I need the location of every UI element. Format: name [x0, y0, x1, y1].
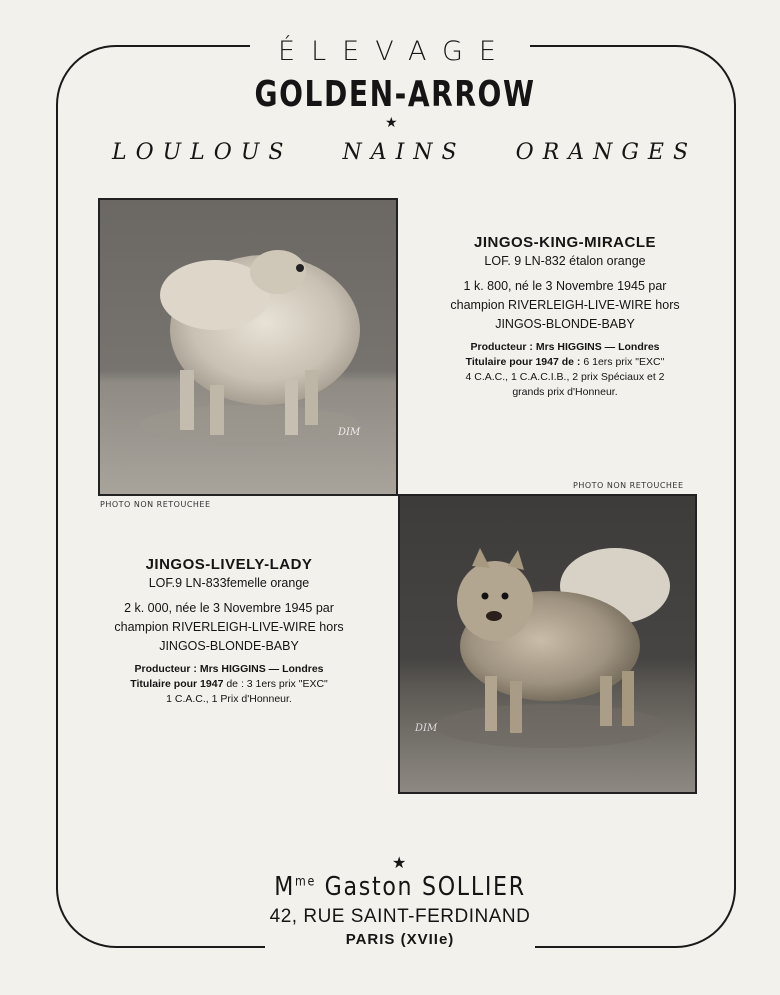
dog2-description	[88, 556, 370, 707]
star-icon: ★	[392, 853, 407, 872]
breed-title: LOULOUS NAINS ORANGES	[112, 140, 698, 165]
dog1-description	[420, 234, 710, 400]
dog2-detail: 2 k. 000, née le 3 Novembre 1945 par	[124, 601, 334, 615]
dog1-title-label: Titulaire pour 1947 de :	[465, 356, 581, 368]
owner-fullname: Gaston SOLLIER	[324, 872, 526, 902]
dog1-photo-note: PHOTO NON RETOUCHEE	[100, 500, 211, 509]
dog1-award: 4 C.A.C., 1 C.A.C.I.B., 2 prix Spéciaux et 2	[465, 371, 665, 383]
dog1-photo	[98, 198, 398, 496]
owner-title: M	[274, 872, 295, 902]
dog2-photo-note: PHOTO NON RETOUCHEE	[573, 481, 684, 490]
dog2-producer: Producteur : Mrs HIGGINS — Londres	[134, 663, 324, 675]
dog1-illustration	[100, 200, 398, 496]
dog2-registration: LOF.9 LN-833femelle orange	[148, 576, 310, 590]
dog1-detail: 1 k. 800, né le 3 Novembre 1945 par	[463, 279, 667, 293]
dog1-producer: Producteur : Mrs HIGGINS — Londres	[470, 341, 660, 353]
dog2-detail: champion RIVERLEIGH-LIVE-WIRE hors	[114, 620, 344, 634]
dog2-award: 1 C.A.C., 1 Prix d'Honneur.	[166, 693, 292, 705]
owner-street: 42, RUE SAINT-FERDINAND	[269, 906, 531, 927]
dog2-photo-signature: DIM	[415, 723, 438, 734]
dog1-registration: LOF. 9 LN-832 étalon orange	[484, 254, 646, 268]
dog2-illustration	[400, 496, 697, 794]
dog1-award: grands prix d'Honneur.	[512, 386, 618, 398]
kennel-name: GOLDEN-ARROW	[254, 74, 536, 115]
dog1-award: 6 1ers prix "EXC"	[583, 356, 665, 368]
header-elevage: ÉLEVAGE	[278, 36, 512, 67]
star-icon: ★	[385, 115, 398, 131]
dog1-photo-signature: DIM	[338, 427, 361, 438]
dog2-name: JINGOS-LIVELY-LADY	[145, 556, 313, 573]
dog2-photo	[398, 494, 697, 794]
dog2-title-label: Titulaire pour 1947	[130, 678, 224, 690]
dog2-detail: JINGOS-BLONDE-BABY	[159, 639, 299, 653]
dog1-detail: champion RIVERLEIGH-LIVE-WIRE hors	[450, 298, 680, 312]
dog1-name: JINGOS-KING-MIRACLE	[474, 234, 656, 251]
owner-title-sup: me	[294, 874, 316, 890]
owner-city: PARIS (XVIIe)	[345, 931, 455, 948]
dog1-detail: JINGOS-BLONDE-BABY	[495, 317, 635, 331]
owner-name	[60, 872, 740, 902]
dog2-award: de : 3 1ers prix "EXC"	[226, 678, 328, 690]
